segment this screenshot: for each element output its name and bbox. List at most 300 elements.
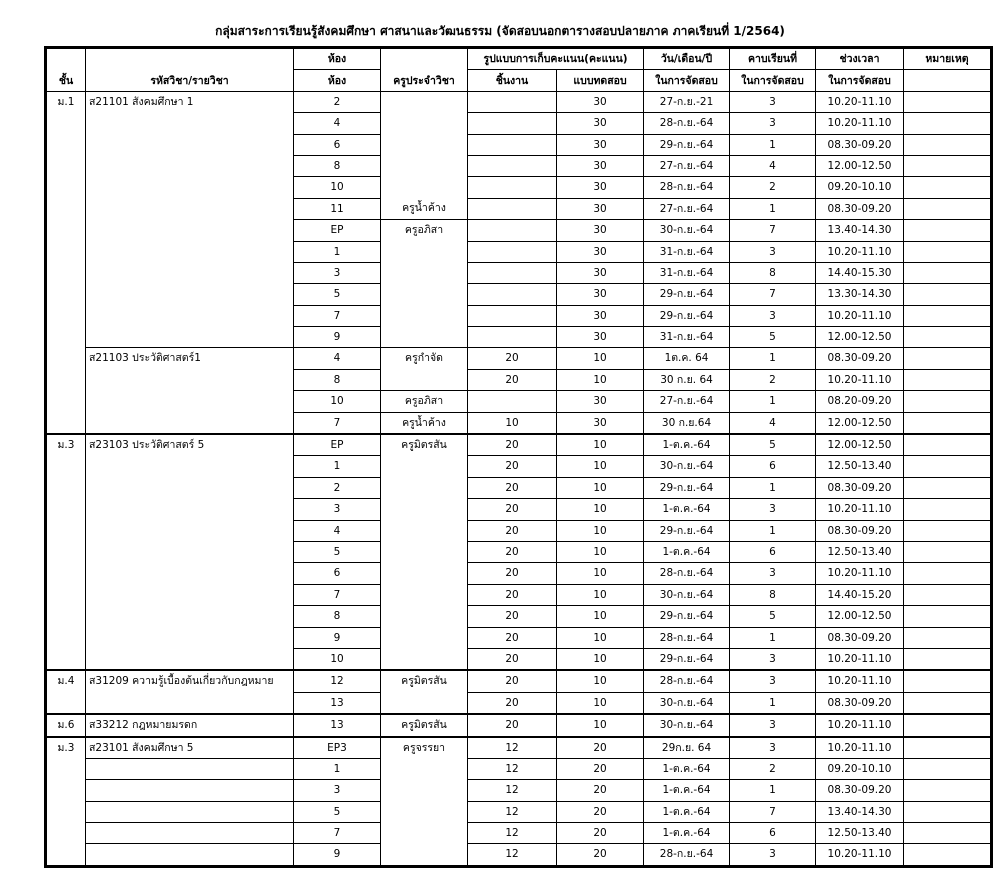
exam-date-cell: 1-ต.ค.-64: [644, 823, 730, 844]
teacher-cell: [381, 155, 468, 176]
period-cell: 1: [730, 198, 816, 219]
remark-cell: [904, 305, 991, 326]
work-score-cell: [468, 198, 557, 219]
time-cell: 10.20-11.10: [816, 563, 904, 584]
remark-cell: [904, 563, 991, 584]
period-cell: 3: [730, 844, 816, 865]
exam-date-cell: 29-ก.ย.-64: [644, 648, 730, 670]
table-row: [47, 606, 991, 627]
table-row: [47, 412, 991, 434]
teacher-cell: [381, 844, 468, 865]
table-row: [47, 220, 991, 241]
exam-date-cell: 31-ก.ย.-64: [644, 262, 730, 283]
teacher-cell: [381, 305, 468, 326]
remark-cell: [904, 823, 991, 844]
teacher-cell: [381, 520, 468, 541]
teacher-cell: [381, 563, 468, 584]
room-cell: 1: [294, 241, 381, 262]
room-cell: 8: [294, 155, 381, 176]
period-cell: 7: [730, 220, 816, 241]
test-score-cell: 30: [557, 391, 644, 412]
remark-cell: [904, 284, 991, 305]
time-cell: 10.20-11.10: [816, 670, 904, 692]
header-room: ห้อง: [294, 70, 381, 91]
period-cell: 3: [730, 113, 816, 134]
subject-cell: [86, 801, 294, 822]
exam-date-cell: 28-ก.ย.-64: [644, 627, 730, 648]
work-score-cell: 12: [468, 737, 557, 759]
remark-cell: [904, 391, 991, 412]
exam-date-cell: 31-ก.ย.-64: [644, 241, 730, 262]
period-cell: 1: [730, 692, 816, 714]
header-period: ในการจัดสอบ: [730, 70, 816, 91]
test-score-cell: 10: [557, 627, 644, 648]
header-remark-blank: [904, 70, 991, 91]
level-cell: [47, 758, 86, 779]
exam-date-cell: 28-ก.ย.-64: [644, 113, 730, 134]
work-score-cell: 12: [468, 801, 557, 822]
work-score-cell: 20: [468, 648, 557, 670]
period-cell: 7: [730, 801, 816, 822]
time-cell: 10.20-11.10: [816, 241, 904, 262]
level-cell: [47, 241, 86, 262]
remark-cell: [904, 584, 991, 605]
work-score-cell: 20: [468, 692, 557, 714]
level-cell: [47, 155, 86, 176]
level-cell: [47, 844, 86, 865]
teacher-cell: [381, 499, 468, 520]
period-cell: 4: [730, 412, 816, 434]
time-cell: 08.30-09.20: [816, 348, 904, 369]
table-row: [47, 155, 991, 176]
time-cell: 12.00-12.50: [816, 606, 904, 627]
subject-cell: [86, 284, 294, 305]
remark-cell: [904, 327, 991, 348]
work-score-cell: 20: [468, 714, 557, 736]
time-cell: 14.40-15.30: [816, 262, 904, 283]
room-cell: 9: [294, 627, 381, 648]
room-cell: 2: [294, 91, 381, 112]
teacher-cell: [381, 823, 468, 844]
level-cell: ม.1: [47, 91, 86, 112]
work-score-cell: 20: [468, 520, 557, 541]
teacher-cell: [381, 541, 468, 562]
teacher-cell: [381, 241, 468, 262]
room-cell: 1: [294, 758, 381, 779]
test-score-cell: 30: [557, 177, 644, 198]
exam-date-cell: 28-ก.ย.-64: [644, 670, 730, 692]
level-cell: [47, 520, 86, 541]
period-cell: 2: [730, 177, 816, 198]
work-score-cell: 12: [468, 780, 557, 801]
subject-cell: [86, 758, 294, 779]
work-score-cell: [468, 91, 557, 112]
level-cell: ม.4: [47, 670, 86, 692]
test-score-cell: 30: [557, 220, 644, 241]
teacher-cell: [381, 780, 468, 801]
remark-cell: [904, 714, 991, 736]
table-row: [47, 327, 991, 348]
level-cell: [47, 177, 86, 198]
time-cell: 09.20-10.10: [816, 177, 904, 198]
subject-cell: [86, 412, 294, 434]
table-row: [47, 584, 991, 605]
level-cell: [47, 305, 86, 326]
level-cell: [47, 348, 86, 369]
table-row: [47, 91, 991, 112]
time-cell: 10.20-11.10: [816, 369, 904, 390]
teacher-cell: ครูน้ำค้าง: [381, 198, 468, 219]
time-cell: 12.50-13.40: [816, 541, 904, 562]
room-cell: 7: [294, 305, 381, 326]
work-score-cell: [468, 327, 557, 348]
table-row: [47, 434, 991, 456]
time-cell: 08.30-09.20: [816, 520, 904, 541]
exam-date-cell: 30-ก.ย.-64: [644, 584, 730, 605]
work-score-cell: 20: [468, 369, 557, 390]
level-cell: [47, 692, 86, 714]
level-cell: [47, 198, 86, 219]
table-row: [47, 198, 991, 219]
exam-date-cell: 30 ก.ย. 64: [644, 369, 730, 390]
room-cell: 3: [294, 780, 381, 801]
period-cell: 4: [730, 155, 816, 176]
test-score-cell: 30: [557, 241, 644, 262]
teacher-cell: [381, 177, 468, 198]
subject-cell: [86, 648, 294, 670]
remark-cell: [904, 177, 991, 198]
period-cell: 3: [730, 91, 816, 112]
room-cell: 9: [294, 844, 381, 865]
subject-cell: [86, 692, 294, 714]
table-row: [47, 648, 991, 670]
subject-cell: [86, 262, 294, 283]
test-score-cell: 30: [557, 134, 644, 155]
header-level: ชั้น: [47, 49, 86, 92]
subject-cell: [86, 477, 294, 498]
room-cell: 5: [294, 284, 381, 305]
period-cell: 7: [730, 284, 816, 305]
period-cell: 3: [730, 714, 816, 736]
exam-date-cell: 29-ก.ย.-64: [644, 477, 730, 498]
level-cell: [47, 477, 86, 498]
subject-cell: [86, 520, 294, 541]
time-cell: 12.00-12.50: [816, 412, 904, 434]
level-cell: [47, 134, 86, 155]
header-subject: รหัสวิชา/รายวิชา: [86, 49, 294, 92]
time-cell: 13.30-14.30: [816, 284, 904, 305]
teacher-cell: ครูมิตรสัน: [381, 434, 468, 456]
period-cell: 1: [730, 348, 816, 369]
subject-cell: [86, 456, 294, 477]
teacher-cell: [381, 262, 468, 283]
level-cell: [47, 412, 86, 434]
period-cell: 3: [730, 737, 816, 759]
period-cell: 2: [730, 758, 816, 779]
room-cell: 13: [294, 714, 381, 736]
room-cell: 7: [294, 584, 381, 605]
test-score-cell: 10: [557, 670, 644, 692]
header-date-top: วัน/เดือน/ปี: [644, 49, 730, 70]
level-cell: ม.6: [47, 714, 86, 736]
time-cell: 10.20-11.10: [816, 305, 904, 326]
time-cell: 13.40-14.30: [816, 801, 904, 822]
exam-date-cell: 30-ก.ย.-64: [644, 456, 730, 477]
level-cell: [47, 627, 86, 648]
time-cell: 12.00-12.50: [816, 434, 904, 456]
remark-cell: [904, 737, 991, 759]
time-cell: 14.40-15.20: [816, 584, 904, 605]
level-cell: [47, 456, 86, 477]
test-score-cell: 30: [557, 284, 644, 305]
subject-cell: ส21103 ประวัติศาสตร์1: [86, 348, 294, 369]
test-score-cell: 30: [557, 262, 644, 283]
work-score-cell: [468, 220, 557, 241]
time-cell: 12.50-13.40: [816, 456, 904, 477]
work-score-cell: [468, 241, 557, 262]
subject-cell: [86, 220, 294, 241]
test-score-cell: 30: [557, 412, 644, 434]
room-cell: 4: [294, 113, 381, 134]
remark-cell: [904, 780, 991, 801]
test-score-cell: 10: [557, 520, 644, 541]
period-cell: 6: [730, 823, 816, 844]
teacher-cell: ครูน้ำค้าง: [381, 412, 468, 434]
remark-cell: [904, 434, 991, 456]
period-cell: 1: [730, 391, 816, 412]
teacher-cell: [381, 758, 468, 779]
table-row: [47, 134, 991, 155]
work-score-cell: 20: [468, 606, 557, 627]
room-cell: 7: [294, 412, 381, 434]
teacher-cell: [381, 477, 468, 498]
room-cell: 3: [294, 499, 381, 520]
teacher-cell: [381, 692, 468, 714]
period-cell: 3: [730, 241, 816, 262]
level-cell: [47, 327, 86, 348]
exam-date-cell: 30-ก.ย.-64: [644, 692, 730, 714]
level-cell: ม.3: [47, 434, 86, 456]
subject-cell: [86, 627, 294, 648]
exam-date-cell: 1ต.ค. 64: [644, 348, 730, 369]
table-row: [47, 348, 991, 369]
level-cell: [47, 780, 86, 801]
remark-cell: [904, 844, 991, 865]
period-cell: 6: [730, 456, 816, 477]
work-score-cell: [468, 391, 557, 412]
room-cell: 6: [294, 563, 381, 584]
work-score-cell: [468, 262, 557, 283]
test-score-cell: 10: [557, 584, 644, 605]
time-cell: 10.20-11.10: [816, 499, 904, 520]
exam-date-cell: 1-ต.ค.-64: [644, 499, 730, 520]
subject-cell: ส23101 สังคมศึกษา 5: [86, 737, 294, 759]
room-cell: 10: [294, 177, 381, 198]
subject-cell: [86, 606, 294, 627]
remark-cell: [904, 758, 991, 779]
room-cell: EP: [294, 434, 381, 456]
table-row: [47, 780, 991, 801]
teacher-cell: [381, 284, 468, 305]
teacher-cell: [381, 606, 468, 627]
test-score-cell: 10: [557, 369, 644, 390]
remark-cell: [904, 113, 991, 134]
teacher-cell: ครูอภิสา: [381, 220, 468, 241]
table-row: [47, 823, 991, 844]
test-score-cell: 10: [557, 456, 644, 477]
remark-cell: [904, 134, 991, 155]
teacher-cell: [381, 369, 468, 390]
level-cell: [47, 499, 86, 520]
work-score-cell: 20: [468, 477, 557, 498]
work-score-cell: [468, 177, 557, 198]
subject-cell: [86, 134, 294, 155]
level-cell: [47, 648, 86, 670]
table-row: [47, 714, 991, 736]
work-score-cell: 20: [468, 456, 557, 477]
table-row: [47, 499, 991, 520]
subject-cell: [86, 391, 294, 412]
remark-cell: [904, 499, 991, 520]
teacher-cell: ครูอภิสา: [381, 391, 468, 412]
time-cell: 10.20-11.10: [816, 737, 904, 759]
table-row: [47, 477, 991, 498]
table-row: [47, 737, 991, 759]
room-cell: 4: [294, 348, 381, 369]
time-cell: 13.40-14.30: [816, 220, 904, 241]
test-score-cell: 20: [557, 737, 644, 759]
level-cell: ม.3: [47, 737, 86, 759]
teacher-cell: [381, 584, 468, 605]
period-cell: 8: [730, 584, 816, 605]
table-row: [47, 284, 991, 305]
level-cell: [47, 606, 86, 627]
level-cell: [47, 823, 86, 844]
exam-date-cell: 29ก.ย. 64: [644, 737, 730, 759]
table-row: [47, 627, 991, 648]
subject-cell: [86, 584, 294, 605]
exam-date-cell: 29-ก.ย.-64: [644, 305, 730, 326]
room-cell: 4: [294, 520, 381, 541]
period-cell: 3: [730, 648, 816, 670]
remark-cell: [904, 241, 991, 262]
period-cell: 3: [730, 563, 816, 584]
room-cell: 7: [294, 823, 381, 844]
work-score-cell: 20: [468, 499, 557, 520]
subject-cell: [86, 499, 294, 520]
period-cell: 2: [730, 369, 816, 390]
exam-date-cell: 29-ก.ย.-64: [644, 284, 730, 305]
teacher-cell: ครูมิตรสัน: [381, 714, 468, 736]
remark-cell: [904, 198, 991, 219]
teacher-cell: [381, 113, 468, 134]
period-cell: 3: [730, 499, 816, 520]
test-score-cell: 20: [557, 823, 644, 844]
test-score-cell: 10: [557, 541, 644, 562]
work-score-cell: [468, 284, 557, 305]
header-remark: หมายเหตุ: [904, 49, 991, 70]
test-score-cell: 20: [557, 758, 644, 779]
header-time-top: ช่วงเวลา: [816, 49, 904, 70]
remark-cell: [904, 262, 991, 283]
subject-cell: [86, 327, 294, 348]
exam-date-cell: 1-ต.ค.-64: [644, 541, 730, 562]
subject-cell: ส31209 ความรู้เบื้องต้นเกี่ยวกับกฎหมาย: [86, 670, 294, 692]
subject-cell: [86, 541, 294, 562]
work-score-cell: 20: [468, 627, 557, 648]
period-cell: 5: [730, 606, 816, 627]
header-date: ในการจัดสอบ: [644, 70, 730, 91]
table-row: [47, 844, 991, 865]
remark-cell: [904, 477, 991, 498]
remark-cell: [904, 91, 991, 112]
header-room-top: ห้อง: [294, 49, 381, 70]
period-cell: 1: [730, 520, 816, 541]
remark-cell: [904, 412, 991, 434]
header-teacher: ครูประจำวิชา: [381, 49, 468, 92]
remark-cell: [904, 670, 991, 692]
room-cell: 1: [294, 456, 381, 477]
document-title: กลุ่มสาระการเรียนรู้สังคมศึกษา ศาสนาและวัฒนธรรม (จัดสอบนอกตารางสอบปลายภาค ภาคเรียนที่ 1/2564): [215, 24, 785, 38]
remark-cell: [904, 627, 991, 648]
exam-date-cell: 28-ก.ย.-64: [644, 844, 730, 865]
subject-cell: ส33212 กฎหมายมรดก: [86, 714, 294, 736]
subject-cell: ส23103 ประวัติศาสตร์ 5: [86, 434, 294, 456]
time-cell: 08.30-09.20: [816, 780, 904, 801]
subject-cell: [86, 177, 294, 198]
test-score-cell: 30: [557, 327, 644, 348]
work-score-cell: 20: [468, 584, 557, 605]
teacher-cell: ครูจรรยา: [381, 737, 468, 759]
level-cell: [47, 220, 86, 241]
level-cell: [47, 563, 86, 584]
test-score-cell: 10: [557, 563, 644, 584]
exam-date-cell: 27-ก.ย.-64: [644, 198, 730, 219]
test-score-cell: 10: [557, 648, 644, 670]
time-cell: 12.50-13.40: [816, 823, 904, 844]
exam-date-cell: 28-ก.ย.-64: [644, 177, 730, 198]
teacher-cell: [381, 627, 468, 648]
table-row: [47, 563, 991, 584]
exam-date-cell: 30 ก.ย.64: [644, 412, 730, 434]
room-cell: 6: [294, 134, 381, 155]
subject-cell: [86, 305, 294, 326]
work-score-cell: [468, 134, 557, 155]
level-cell: [47, 113, 86, 134]
period-cell: 1: [730, 780, 816, 801]
test-score-cell: 30: [557, 305, 644, 326]
table-row: [47, 305, 991, 326]
time-cell: 08.20-09.20: [816, 391, 904, 412]
subject-cell: [86, 113, 294, 134]
remark-cell: [904, 520, 991, 541]
table-row: [47, 520, 991, 541]
test-score-cell: 10: [557, 434, 644, 456]
room-cell: 8: [294, 369, 381, 390]
test-score-cell: 20: [557, 780, 644, 801]
room-cell: 2: [294, 477, 381, 498]
remark-cell: [904, 155, 991, 176]
level-cell: [47, 391, 86, 412]
remark-cell: [904, 648, 991, 670]
time-cell: 12.00-12.50: [816, 327, 904, 348]
subject-cell: [86, 241, 294, 262]
table-row: [47, 670, 991, 692]
test-score-cell: 10: [557, 714, 644, 736]
time-cell: 12.00-12.50: [816, 155, 904, 176]
exam-date-cell: 30-ก.ย.-64: [644, 220, 730, 241]
remark-cell: [904, 348, 991, 369]
